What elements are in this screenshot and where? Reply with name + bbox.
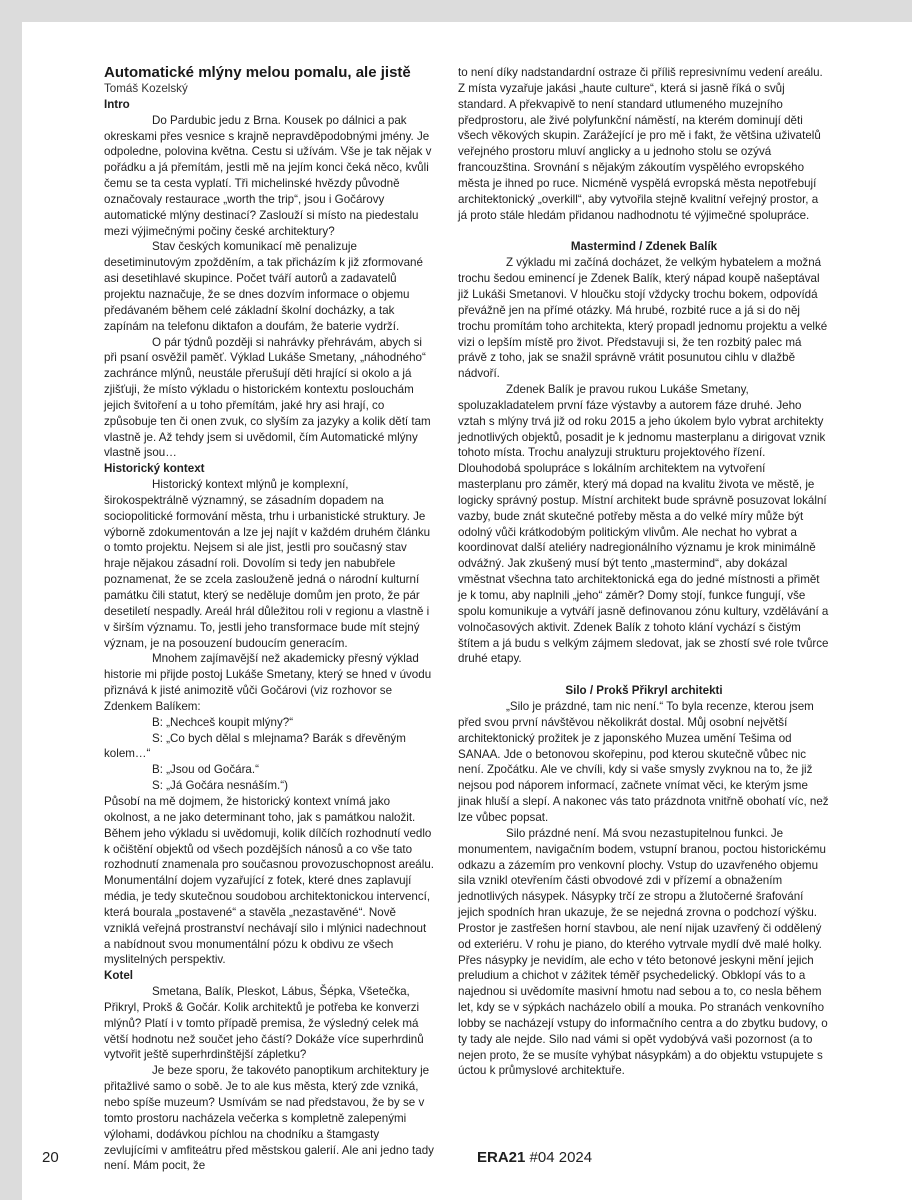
issue-number: #04 2024 (529, 1149, 593, 1166)
section-heading-intro: Intro (104, 97, 130, 111)
article-title: Automatické mlýny melou pomalu, ale jistě (104, 64, 411, 81)
section-heading-kotel: Kotel (104, 969, 133, 983)
paragraph: Zdenek Balík je pravou rukou Lukáše Smetany, spoluzakladatelem první fáze výstavby a autorem fáze druhé. Jeho vztah s mlýny trvá již od roku 2015 a jeho úkolem bylo vybrat architekty jednotlivých objektů, posadit je k jednomu masterplanu a dirigovat vznik tohoto místa. Trochu analyzuji strukturu projektového řízení. Dlouhodobá spolupráce s lokálním architektem na vytvoření masterplanu pro záměr, který má dopad na kvalitu života ve městě, je logicky správný postup. Místní architekt bude správně posuzovat lokální vazby, bude znát skutečné potřeby města a do velké míry může být odolný vůči krátkodobým politickým vlivům. Ale nechat ho vybrat a koordinovat další ateliéry nadregionálního významu je krok minimálně odvážný. Jak zkušený musí být tento „mastermind“, aby dokázal vměstnat všechna tato architektonická ega do jedné místnosti a přimět je k tomu, aby naplnili „jeho“ záměr? Domy stojí, funkce fungují, vše spolu komunikuje a vytváří jasně definovanou zónu kultury, vzdělávání a volnočasových aktivit. Zdenek Balík z tohoto klání vychází s čistým štítem a já budu s velkým zájmem sledovat, jak se zhostí své role tvůrce druhé etapy. (458, 383, 829, 666)
page (22, 22, 912, 1200)
section-heading-historicky-kontext: Historický kontext (104, 462, 205, 476)
paragraph: Působí na mě dojmem, že historický kontext vnímá jako okolnost, a ne jako determinant toho, jak s památkou naložit. Během jeho výkladu si uvědomuji, kolik dílčích rozhodnutí vedlo k očištění objektů od všech pozdějších nánosů a co vše tato rozhodnutí znamenala pro současnou provozuschopnost areálu. Monumentální dojem vyzařující z fotek, které dnes zaplavují média, je tedy skutečnou soudobou architektonickou intervencí, která bourala „postavené“ a stavěla „nezastavěné“. Nově vzniklá veřejná prostranství nechávají silo i mlýnici nadechnout a nabídnout svou monumentální pózu k obdivu ze všech myslitelných perspektiv. (104, 794, 434, 967)
dialogue-line: S: „Co bych dělal s mlejnama? Barák s dřevěným kolem…“ (104, 731, 406, 761)
section-heading-mastermind: Mastermind / Zdenek Balík (570, 240, 718, 254)
paragraph: O pár týdnů později si nahrávky přehrávám, abych si při psaní osvěžil paměť. Výklad Lukáše Smetany, „náhodného“ zachránce mlýnů, neustále přerušují děti hrající si okolo a já zjišťuji, že místo výkladu o historickém kontextu poslouchám jejich švitoření a u toho přemítám, jaké hry asi hrají, co způsobuje ten či onen zvuk, co slyším za jazyky a kolik dětí tam vlastně je. Až tehdy jsem si uvědomil, čím Automatické mlýny vlastně jsou… (104, 335, 431, 460)
magazine-issue (477, 1149, 592, 1166)
paragraph: Je beze sporu, že takovéto panoptikum architektury je přitažlivé samo o sobě. Je to ale kus města, který zde vzniká, nebo spíše muzeum? Usmívám se nad představou, že by se v tomto prostoru nacházela večerka s kompletně zalepenými výlohami, dodávkou píchlou na chodníku a štamgasty zevlujícími v amfiteátru před městskou galerií. Ale ani jedno tady není. Mám pocit, že (104, 1064, 434, 1173)
paragraph: Do Pardubic jedu z Brna. Kousek po dálnici a pak okreskami přes vesnice s krajně nepravděpodobnými jmény. Je odpoledne, polovina května. Cestu si užívám. Vše je tak nějak v pořádku a já přemítám, jestli mě na jejím konci čeká něco, kvůli čemu se ta cesta vyplatí. Tři michelinské hvězdy původně označovaly restaurace „worth the trip“, jsou i Gočárovy automatické mlýny destinací? Zaslouží si místo na piedestalu mezi výjimečnými počiny české architektury? (104, 113, 432, 238)
article-author: Tomáš Kozelský (104, 82, 188, 95)
left-column (104, 65, 434, 1174)
paragraph: Historický kontext mlýnů je komplexní, širokospektrálně významný, se zásadním dopadem na sociopolitické formování města, trhu i urbanistické struktury. Je výborně zdokumentován a lze jej najít v každém druhém článku o tomto projektu. Nejsem si ale jist, jestli pro současný stav hraje nějakou zásadní roli. Dovolím si tedy jen nabubřele poznamenat, že se zcela zaslouženě jedná o národní kulturní památku čili statut, který se neděluje domům jen proto, že pár desetiletí nespadly. Areál hrál důležitou roli v regionu a vlastně i v širším významu. To, jestli jeho transformace bude mít stejný význam, je na posouzení budoucím generacím. (104, 478, 431, 650)
section-heading-silo: Silo / Prokš Přikryl architekti (565, 684, 723, 698)
right-column (458, 65, 830, 1079)
dialogue-line: S: „Já Gočára nesnáším.“) (152, 779, 288, 793)
paragraph: Z výkladu mi začíná docházet, že velkým hybatelem a možná trochu šedou eminencí je Zdenek Balík, který nápad koupě našeptával již Lukáši Smetanovi. V hloučku stojí vždycky trochu bokem, odpovídá převážně jen na přímé otázky. Má hrubé, rozbité ruce a já si do něj trochu promítám toho architekta, který propadl jednomu projektu a velké vizi o lepším místě pro život. Představuji si, že ten rozbitý palec má právě z toho, jak se snažil správně vrátit posunutou cihlu v dlažbě nádvoří. (458, 256, 828, 381)
paragraph: „Silo je prázdné, tam nic není.“ To byla recenze, kterou jsem před svou první návštěvou několikrát dostal. Můj osobní největší architektonický prožitek je z japonského Muzea umění Tešima od SANAA. Jde o betonovou skořepinu, pod kterou skutečně vůbec nic není. Zpočátku. Ale ve chvíli, kdy si vaše smysly zvyknou na to, že již nejsou pod náporem informací, začnete vnímat věci, ke kterým jsme jinak hluší a slepí. A nakonec vás tato prázdnota vnitřně obohatí víc, než lze vůbec popsat. (458, 700, 829, 824)
page-number: 20 (42, 1149, 59, 1166)
dialogue-line: B: „Jsou od Gočára.“ (152, 763, 259, 777)
magazine-name: ERA21 (477, 1149, 526, 1166)
dialogue-line: B: „Nechceš koupit mlýny?“ (152, 715, 294, 729)
paragraph: Stav českých komunikací mě penalizuje desetiminutovým zpožděním, a tak přicházím k již zformované asi desetihlavé skupince. Počet tváří autorů a zadavatelů projektu naznačuje, že se dnes dozvím informace o objemu předávaném během celé základní školní docházky, a tak zapínám na telefonu diktafon a doufám, že baterie vydrží. (104, 240, 423, 333)
paragraph: to není díky nadstandardní ostraze či příliš represivnímu vedení areálu. Z místa vyzařuje jakási „haute culture“, která si jasně říká o svůj standard. A překvapivě to není standard utlumeného muzejního předprostoru, ale živé polyfunkční náměstí, na kterém dominují děti všech věkových skupin. Zarážející je pro mě i fakt, že většina uživatelů veřejného prostoru mluví anglicky a u jednoho stolu se ozývá francouzština. Srovnání s nějakým zákoutím vyspělého evropského města je ihned po ruce. Nicméně vyspělá evropská města nepotřebují architektonický „overkill“, aby vytvořila stejně kvalitní veřejný prostor, a já proto stále hledám přidanou nadhodnotu té výjimečné spolupráce. (458, 66, 823, 222)
paragraph: Silo prázdné není. Má svou nezastupitelnou funkci. Je monumentem, navigačním bodem, vstupní branou, poctou historickému odkazu a zázemím pro venkovní plochy. Vstup do uzavřeného objemu sila vznikl otevřením části obvodové zdi v přízemí a obnažením jednotlivých násypek. Násypky trčí ze stropu a žlutočerné šrafování jejich spodních hran ukazuje, že se nejedná zrovna o podchozí výšku. Prostor je zastřešen horní stavbou, ale není nijak uzavřený či oddělený od exteriéru. V rohu je piano, do kterého vytrvale mydlí dvě malé holky. Přes násypky je nevidím, ale echo v této betonové jeskyni mění jejich preludium a chichot v zážitek téměř psychedelický. Obklopí vás to a najednou si uvědomíte masivní hmotu nad sebou a to, co nesla během let, kdy se v sýpkách nacházelo obilí a mouka. Po stranách venkovního lobby se nacházejí vstupy do informačního centra a do zbytku budovy, o ty tady ale nejde. Silo nad vámi si opět vydobývá vaši pozornost (a to nejen proto, že se musíte vyhýbat násypkám) a do objektu vstupujete s úctou k průmyslové architektuře. (458, 826, 828, 1078)
paragraph: Mnohem zajímavější než akademicky přesný výklad historie mi přijde postoj Lukáše Smetany, který se hned v úvodu přiznává k jisté animozitě vůči Gočárovi (viz rozhovor se Zdenkem Balíkem: (104, 652, 432, 713)
paragraph: Smetana, Balík, Pleskot, Lábus, Šépka, Všetečka, Přikryl, Prokš & Gočár. Kolik architektů je potřeba ke konverzi mlýnů? Platí i v tomto případě premisa, že výsledný celek má větší hodnotu než součet jeho částí? Dokáže více superhrdinů vytvořit ještě superhrdinštější zápletku? (104, 985, 424, 1062)
dialogue (104, 715, 434, 794)
